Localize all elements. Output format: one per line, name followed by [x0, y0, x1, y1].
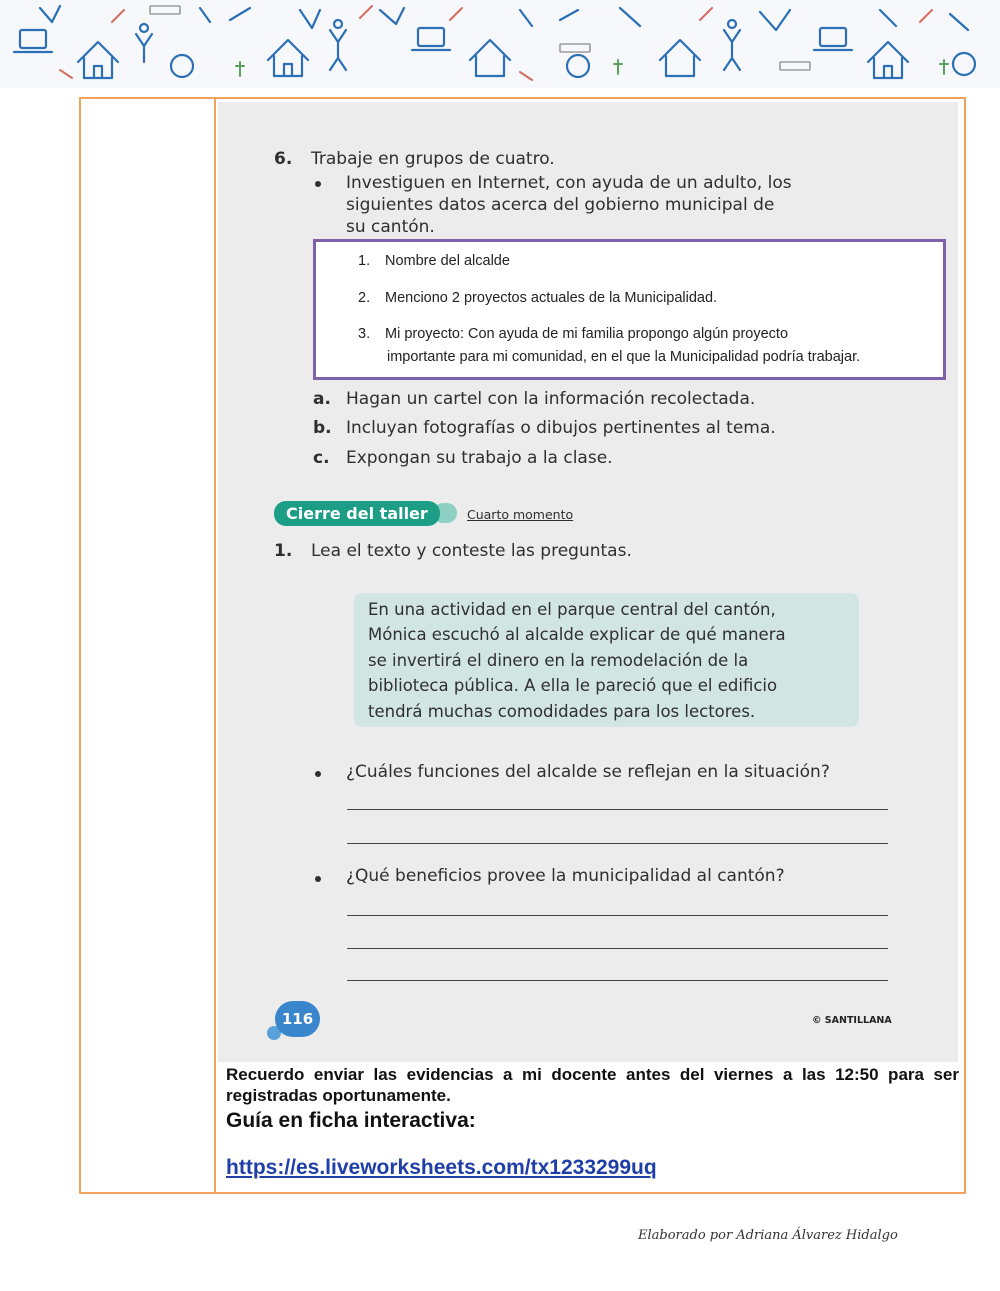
bullet	[315, 771, 321, 777]
copyright: © SANTILLANA	[812, 1015, 892, 1026]
bullet	[315, 876, 321, 882]
answer-item-text: Nombre del alcalde	[385, 253, 510, 269]
answer-line[interactable]	[347, 980, 888, 981]
item-letter: a.	[313, 389, 331, 409]
footer-credit: Elaborado por Adriana Álvarez Hidalgo	[638, 1228, 898, 1243]
guide-title: Guía en ficha interactiva:	[226, 1109, 476, 1132]
school-doodles-icon	[0, 0, 1000, 88]
question-text: ¿Cuáles funciones del alcalde se reflejan en la situación?	[346, 762, 830, 782]
answer-item-number: 3.	[358, 326, 371, 342]
answer-item-number: 2.	[358, 290, 371, 306]
activity-number: 6.	[274, 149, 293, 169]
item-letter: b.	[313, 418, 332, 438]
answer-box[interactable]	[313, 239, 946, 380]
answer-item-text: Mi proyecto: Con ayuda de mi familia propongo algún proyecto	[385, 326, 789, 342]
item-text: Incluyan fotografías o dibujos pertinentes al tema.	[346, 418, 776, 438]
answer-item-number: 1.	[358, 253, 371, 269]
decorative-banner	[0, 0, 1000, 88]
section-pill: Cierre del taller	[274, 501, 440, 526]
bullet	[315, 181, 321, 187]
reminder-text: Recuerdo enviar las evidencias a mi docente antes del viernes a las 12:50 para ser registradas oportunamente.	[226, 1065, 959, 1105]
guide-link[interactable]: https://es.liveworksheets.com/tx1233299uq	[226, 1156, 657, 1179]
answer-line[interactable]	[347, 843, 888, 844]
reading-line: En una actividad en el parque central del cantón,	[368, 600, 776, 619]
bullet-line: su cantón.	[346, 217, 435, 237]
bullet-line: Investiguen en Internet, con ayuda de un adulto, los	[346, 173, 792, 193]
reading-line: se invertirá el dinero en la remodelación de la	[368, 650, 749, 670]
worksheet-table	[79, 97, 966, 1194]
answer-item-text: Menciono 2 proyectos actuales de la Municipalidad.	[385, 290, 718, 306]
closing-instruction: Lea el texto y conteste las preguntas.	[311, 541, 632, 561]
item-text: Hagan un cartel con la información recolectada.	[346, 389, 756, 409]
reading-line: biblioteca pública. A ella le pareció que el edificio	[368, 676, 778, 696]
page-number: 116	[275, 1001, 320, 1037]
question-number: 1.	[274, 541, 293, 561]
activity-instruction: Trabaje en grupos de cuatro.	[311, 149, 555, 169]
question-text: ¿Qué beneficios provee la municipalidad al cantón?	[346, 866, 785, 886]
reading-line: Mónica escuchó al alcalde explicar de qué manera	[368, 625, 786, 645]
item-text: Expongan su trabajo a la clase.	[346, 448, 613, 468]
answer-item-continuation: importante para mi comunidad, en el que la Municipalidad podría trabajar.	[387, 349, 861, 365]
item-letter: c.	[313, 448, 330, 468]
reading-line: tendrá muchas comodidades para los lectores.	[368, 701, 756, 721]
column-divider	[214, 99, 216, 1192]
answer-line[interactable]	[347, 915, 888, 916]
answer-line[interactable]	[347, 948, 888, 949]
bullet-line: siguientes datos acerca del gobierno municipal de	[346, 195, 775, 215]
reading-passage	[368, 597, 786, 724]
answer-line[interactable]	[347, 809, 888, 810]
section-moment: Cuarto momento	[467, 507, 574, 522]
